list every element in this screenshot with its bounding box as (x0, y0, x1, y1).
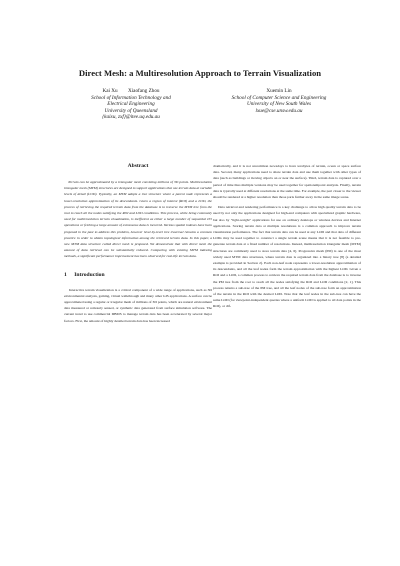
body-paragraph: Interactive terrain visualization is a critical component of a wide range of applications, such as 3D environmental analysis, gaming, virtual walkthrough and many other GIS applications. A surface can be approximated using a regular or irregular mesh of millions of 3D points, which are natural environment data measured or remotely sensed, or synthetic data generated from surface simulation software. The current trend to use commercial DBMS to manage terrain data has been accelerated by several major factors. First, the amount of highly detailed terrain data has been increased (64, 287, 212, 323)
abstract-heading: Abstract (127, 163, 149, 169)
author-block-left (66, 88, 196, 121)
left-column (64, 163, 212, 324)
author-names: Xuemin Lin (266, 88, 292, 94)
right-column (213, 163, 361, 310)
affiliation-line: School of Computer Science and Engineering (231, 94, 327, 101)
abstract-text: Terrain can be approximated by a triangular mesh consisting millions of 3D points. Multiresolution triangular mesh (MTM) structures are designed to support applications that use terrain data at variable levels of detail (LOD). Typically, an MTM adopts a tree structure where a parent node represents a lower-resolution approximation of its descendants. Given a region of interest (ROI) and a LOD, the process of retrieving the required terrain data from the database is to traverse the MTM tree from the root to reach all the nodes satisfying the ROI and LOD conditions. This process, while being commonly used for multiresolution terrain visualization, is inefficient as either a large number of sequential I/O operations or fetching a large amount of extraneous data is incurred. Various spatial indexes have been proposed in the past to address this problem, however level-by-level tree traversal remains a common practice in order to obtain topological information among the retrieved terrain data. In this paper, a new MTM data structure called direct mesh is proposed. We demonstrate that with direct mesh the amount of data retrieval can be substantially reduced. Comparing with existing MTM indexing methods, a significant performance improvement has been observed for real-life terrain data. (64, 180, 212, 259)
affiliation-line: Electrical Engineering (107, 101, 155, 108)
body-paragraph: dramatically, and it is not uncommon nowadays to have terabytes of terrain, ocean or space surface data. Second, many applications need to share terrain data and use them together with other types of data (such as buildings or moving objects on or near the surface). Third, terrain data is captured over a period of time thus multiple versions may be used together for spatiotemporal analysis. Finally, terrain data is typically used at different resolutions at the same time. For example, the part closer to the viewer should be rendered at a higher resolution than those parts further away in the same image scene. (213, 164, 361, 200)
section-title: Introduction (74, 271, 105, 278)
body-paragraph: Data retrieval and rendering performance is a key challenge to allow high quality terrain data to be used by not only the applications designed for high-end computers with specialized graphic hardware, but also by "light-weight" applications for use on ordinary desktops or wireless devices and Internet applications. Storing terrain data at multiple resolutions is a common approach to improve terrain visualization performance. The fact that terrain data can be used at any LOD and that data of different LODs may be used together to construct a single terrain scene means that it is not feasible to pre-generate terrain data at a fixed number of resolutions. Instead, multiresolution triangular mesh (MTM) structures are commonly used to store terrain data [4, 6]. Progressive mesh (PM) is one of the most widely used MTM data structures, where terrain data is organized into a binary tree [8] (a detailed example is provided in Section 2). Each non-leaf node represents a lower-resolution approximation of its descendants, and all the leaf nodes form the terrain approximation with the highest LOD. Given a ROI and a LOD, a common process to retrieve the required terrain data from the database is to traverse the PM tree from the root to reach all the nodes satisfying the ROI and LOD conditions [2, 1]. This process returns a sub-tree of the PM tree, and all the leaf nodes of the sub-tree form an approximation of the terrain in the ROI with the desired LOD. Note that the leaf nodes in the sub-tree can have the same LOD (for viewpoint-independent queries where a uniform LOD is applied to all data points in the ROI), or dif- (213, 205, 361, 309)
author-email: lxue@cse.unsw.edu.au (255, 107, 303, 114)
affiliation-line: University of Queensland (104, 107, 158, 114)
affiliation-line: School of Information Technology and (91, 94, 171, 101)
paper-title: Direct Mesh: a Multiresolution Approach to Terrain Visualization (78, 68, 322, 78)
affiliation-line: University of New South Wales (246, 101, 312, 108)
author-names: Kai Xu Xiaofang Zhou (102, 88, 160, 94)
section-number: 1 (64, 271, 67, 278)
author-block-right (210, 88, 348, 114)
section-heading (64, 272, 212, 279)
author-email: {kaixu, zxf}@itee.uq.edu.au (102, 114, 160, 121)
